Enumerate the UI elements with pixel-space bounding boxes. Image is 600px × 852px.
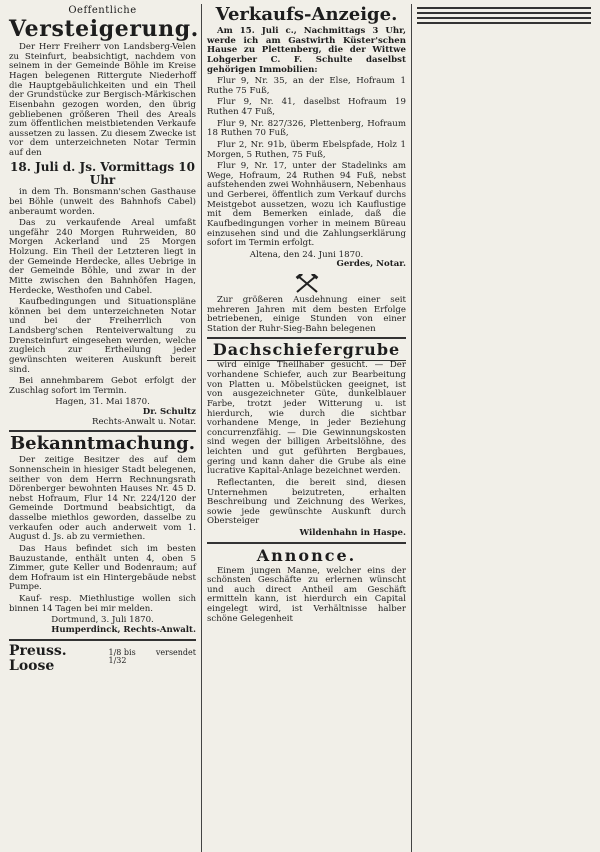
divider [9, 639, 196, 641]
signature-sub: Rechts-Anwalt u. Notar. [92, 416, 196, 427]
ad-bekanntmachung [9, 435, 196, 635]
ad-body: Zur größeren Ausdehnung einer seit mehreren Jahren mit dem besten Erfolge betriebenen, einige Stunden von einer Station der Ruhr-Sieg-Bahn belegenen [207, 295, 406, 334]
signature: Gerdes, Notar. [336, 259, 406, 270]
property-item: Flur 9, Nr. 17, unter der Stadelinks am Wege, Hofraum, 24 Ruthen 94 Fuß, nebst aufstehenden zwei Wohnhäusern, Nebenhaus und Gerberei, öffentlich zum Verkauf durchs Meistgebot aussetzen, wozu ich Kauflustige mit dem Bemerken einlade, daß die Kaufbedingungen vorher in meinem Büreau einzusehen sind und die Zahlungserklärung sofort im Termin erfolgt. [207, 161, 406, 249]
column-middle [201, 4, 412, 852]
place-date: Altena, den 24. Juni 1870. [249, 249, 364, 260]
ad-title: Verkaufs-Anzeige. [215, 4, 398, 25]
column-right [412, 4, 596, 852]
place-date: Hagen, 31. Mai 1870. [55, 397, 150, 408]
divider [417, 12, 591, 14]
auction-date: 18. Juli d. Js. Vormittags 10 Uhr [10, 159, 195, 188]
ad-annonce [207, 547, 406, 625]
divider [417, 7, 591, 9]
property-item: Flur 9, Nr. 41, daselbst Hofraum 19 Ruthen 47 Fuß, [207, 97, 406, 117]
divider [417, 22, 591, 24]
ad-title: Dachschiefergrube [207, 337, 406, 362]
place-date: Dortmund, 3. Juli 1870. [51, 615, 154, 626]
property-item: Flur 9, Nr. 35, an der Else, Hofraum 1 Ruthe 75 Fuß, [207, 76, 406, 96]
ad-title: Annonce. [256, 545, 357, 565]
ad-body: Der zeitige Besitzer des auf dem Sonnenschein in hiesiger Stadt belegenen, seither von dem Herrn Rechnungsrath Dörenberger bewohnten Hauses Nr. 45 D. nebst Hofraum, Flur 14 Nr. 224/120 der Gemeinde Dortmund beabsichtigt, da dasselbe miethlos geworden, dasselbe zu verkaufen oder auch anderweit vom 1. August d. Js. ab zu vermiethen. [9, 455, 196, 543]
ad-versteigerung [9, 5, 199, 427]
ad-title: Bekanntmachung. [9, 433, 196, 455]
ad-body-3: Kauf- resp. Miethlustige wollen sich binnen 14 Tagen bei mir melden. [9, 594, 196, 614]
ad-body-4: Kaufbedingungen und Situationspläne können bei dem unterzeichneten Notar und bei der Freiherrlich von Landsberg'schen Renteiverwaltung zu Drensteinfurt eingesehen werden, welche zugleich zur Ertheilung jeder gewünschten weiteren Auskunft bereit sind. [9, 297, 196, 375]
ad-verkaufs-anzeige [207, 6, 406, 270]
divider [417, 17, 591, 19]
ad-body-3: Reflectanten, die bereit sind, diesen Unternehmen beizutreten, erhalten Beschreibung und Zeichnung des Werkes, sowie jede gewünschte Auskunft durch Obersteiger [207, 477, 406, 527]
signature: Humperdinck, Rechts-Anwalt. [51, 624, 196, 635]
divider [207, 542, 406, 544]
signature: Dr. Schultz [142, 407, 196, 418]
property-item: Flur 2, Nr. 91b, überm Ebelspfade, Holz 1 Morgen, 5 Ruthen, 75 Fuß, [207, 139, 406, 160]
ad-title: Versteigerung. [9, 16, 199, 43]
signature: Wildenhahn in Haspe. [299, 528, 406, 539]
ad-preuss-loose [9, 644, 196, 675]
preuss-fraction: 1/8 bis 1/32 [108, 647, 136, 666]
ad-body-5: Bei annehmbarem Gebot erfolgt der Zuschlag sofort im Termin. [9, 376, 196, 396]
ad-body: Einem jungen Manne, welcher eins der schönsten Geschäfte zu erlernen wünscht und auch direct Antheil am Geschäft ermitteln kann, ist hierdurch ein Capital eingelegt wird, ist Verhältnisse halber schöne Gelegenheit [207, 565, 406, 624]
ad-body-2: in dem Th. Bonsmann'schen Gasthause bei Böhle (unweit des Bahnhofs Cabel) anberaumt worden. [9, 187, 196, 217]
hammer-icon [207, 274, 406, 294]
ad-kicker: Oeffentliche [68, 5, 137, 16]
preuss-label: Preuss. Loose [9, 642, 67, 675]
ad-dachschiefergrube [207, 296, 406, 539]
ad-lead: Am 15. Juli c., Nachmittags 3 Uhr, werde ich am Gastwirth Küster'schen Hause zu Plettenberg, die der Wittwe Lohgerber C. F. Schulte daselbst gehörigen Immobilien: [207, 26, 406, 75]
column-left [4, 4, 201, 852]
preuss-fraction-sub: versendet [155, 647, 196, 657]
ad-body-3: Das zu verkaufende Areal umfaßt ungefähr 240 Morgen Ruhrweiden, 80 Morgen Ackerland und 25 Morgen Holzung. Ein Theil der Letzteren liegt in der Gemeinde Herdecke, alles Uebrige in der Gemeinde Böhle, und zwar in der Mitte zwischen den Bahnhöfen Hagen, Herdecke, Westhofen und Cabel. [9, 218, 196, 296]
divider [9, 430, 196, 432]
ad-body-2: Das Haus befindet sich im besten Bauzustande, enthält unten 4, oben 5 Zimmer, gute Keller und Bodenraum; auf dem Hofraum ist ein Hintergebäude nebst Pumpe. [9, 543, 196, 593]
ad-body-2: wird einige Theilhaber gesucht. — Der vorhandene Schiefer, auch zur Bearbeitung von Platten u. Möbelstücken geeignet, ist von ausgezeichneter Güte, dunkelblauer Farbe, trotzt jeder Witterung u. ist hierdurch, wie durch die sichtbar vorhandene Menge, in jeder Beziehung concurrenzfähig. — Die Gewinnungskosten sind wegen der billigen Arbeitslöhne, des leichten und gut geführten Bergbaues, gering und kann daher die Grube als eine lucrative Kapital-Anlage bezeichnet werden. [207, 360, 406, 477]
ad-body: Der Herr Freiherr von Landsberg-Velen zu Steinfurt, beabsichtigt, nachdem von seinem in der Gemeinde Böhle im Kreise Hagen belegenen Rittergute Niederhoff die Hauptgebäulichkeiten und ein Theil der Grundstücke zur Bergisch-Märkischen Eisenbahn gezogen worden, den übrig gebliebenen größeren Theil des Areals zum öffentlichen meistbietenden Verkaufe aussetzen zu lassen. Zu diesem Zwecke ist vor dem unterzeichneten Notar Termin auf den [9, 42, 196, 159]
property-item: Flur 9, Nr. 827/326, Plettenberg, Hofraum 18 Ruthen 70 Fuß, [207, 118, 406, 139]
